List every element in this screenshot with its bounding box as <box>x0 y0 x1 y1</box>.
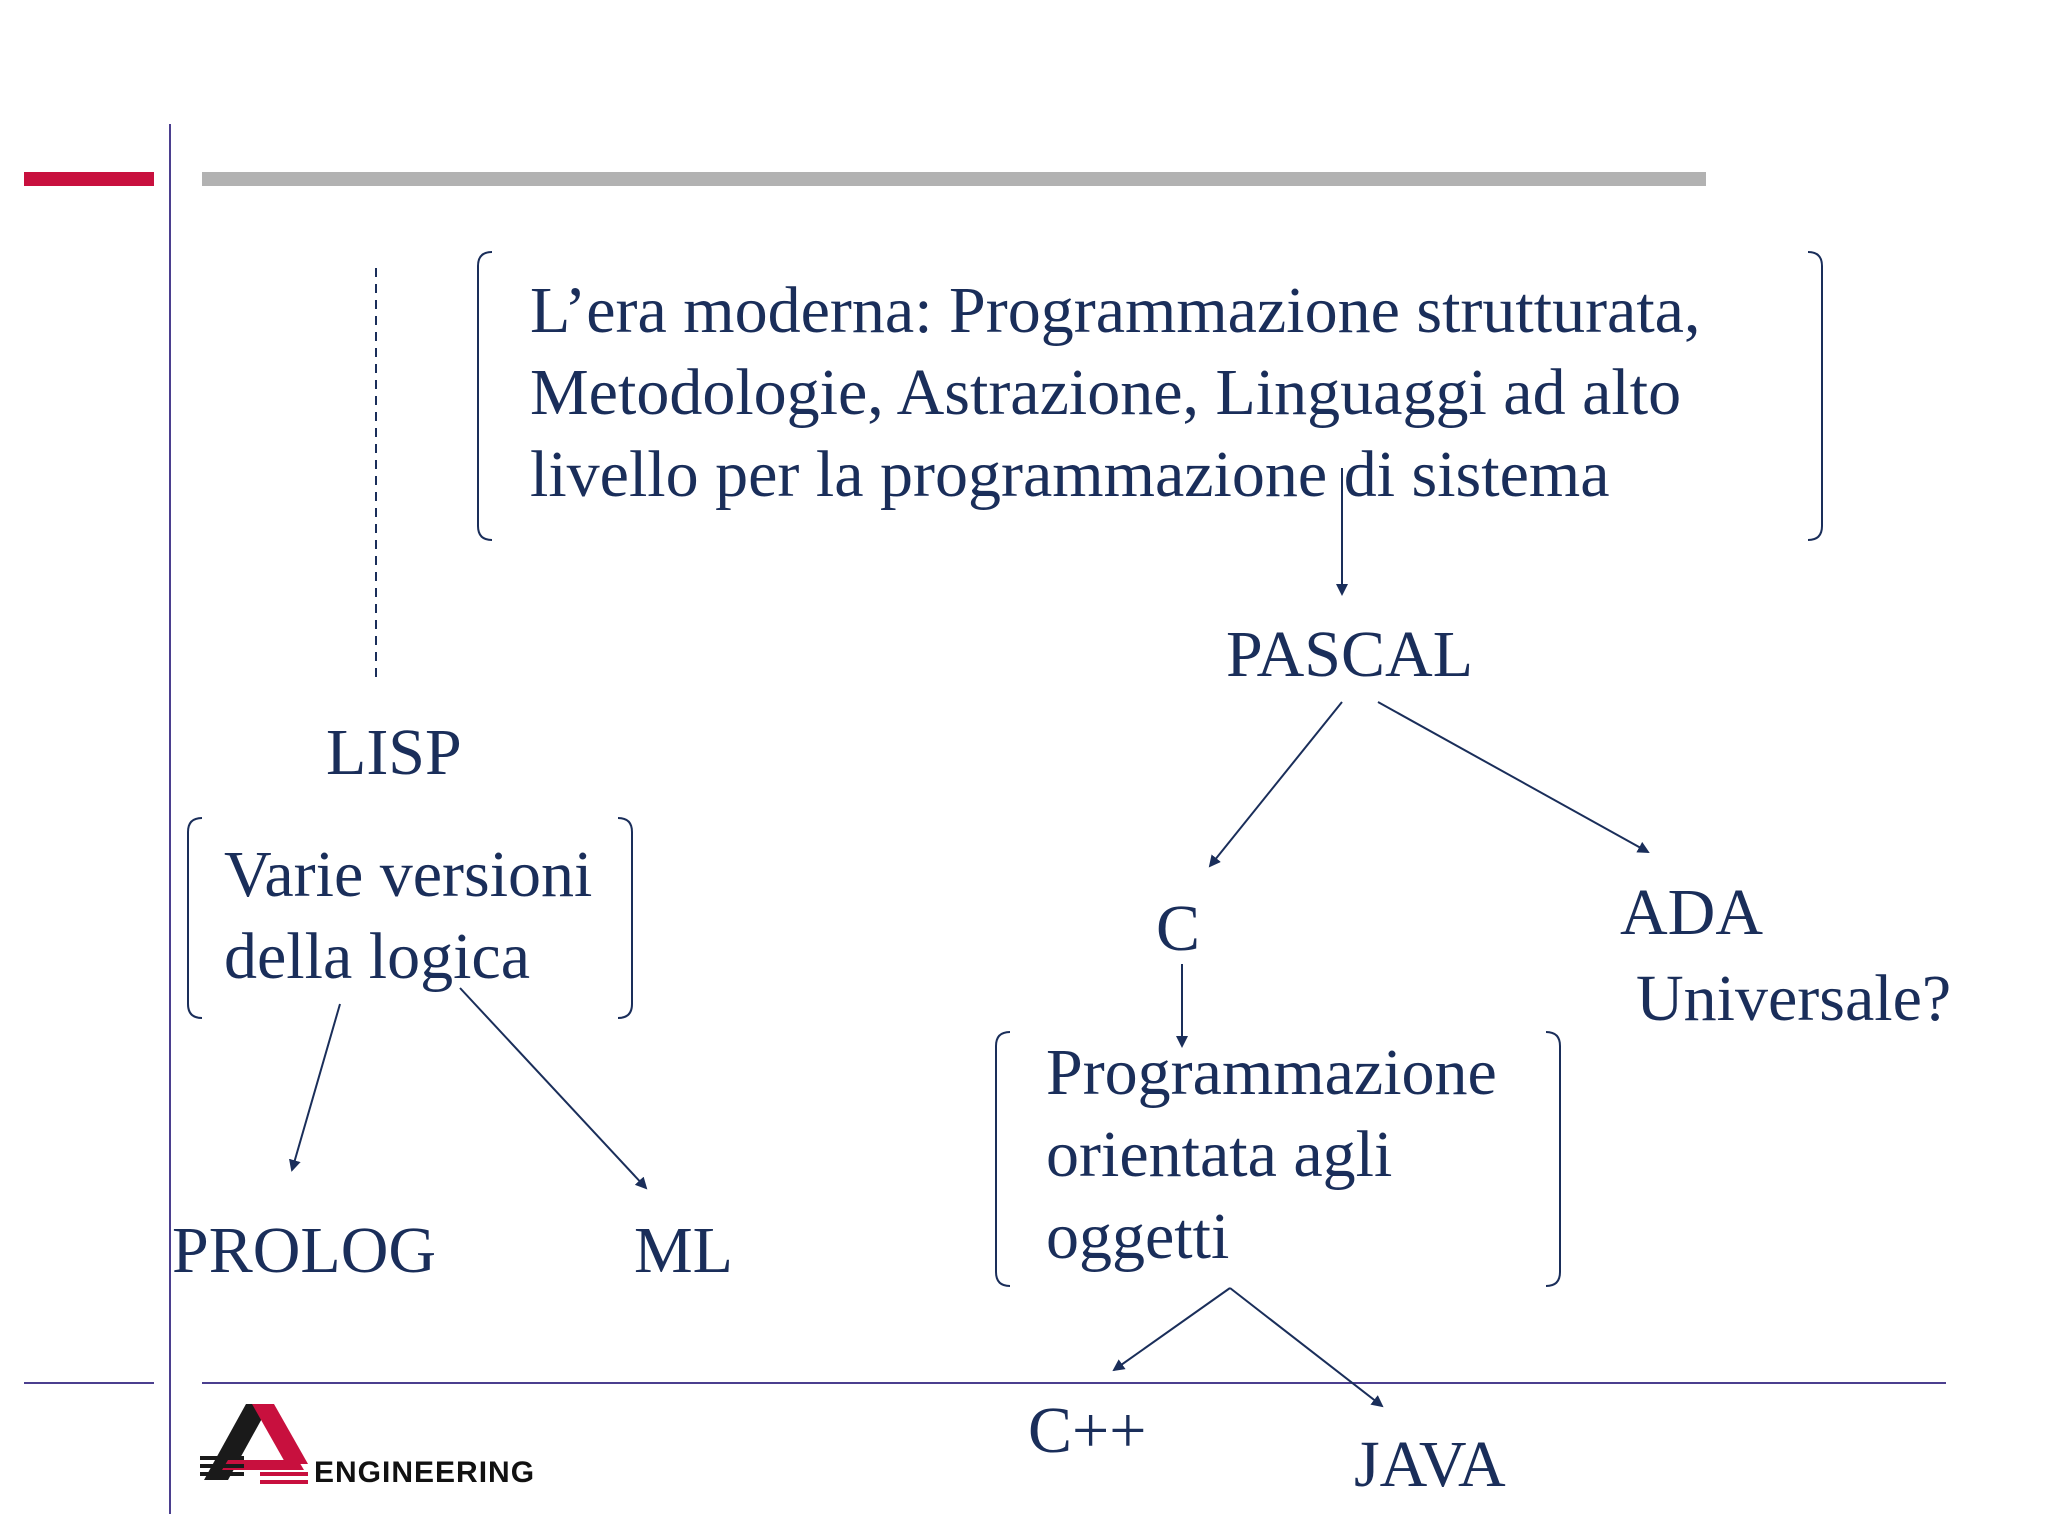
oop-bracket-right <box>1546 1032 1560 1286</box>
node-java: JAVA <box>1354 1428 1506 1501</box>
logic-bracket-right <box>618 818 632 1018</box>
engineering-logo-icon <box>200 1398 310 1488</box>
node-lisp: LISP <box>326 716 462 789</box>
title-line-3: livello per la programmazione di sistema <box>530 438 1610 511</box>
logic-bracket-left <box>188 818 202 1018</box>
title-bracket-left <box>478 252 492 540</box>
title-line-1: L’era moderna: Programmazione strutturata, <box>530 274 1701 347</box>
oop-bracket-left <box>996 1032 1010 1286</box>
node-universale: Universale? <box>1636 962 1952 1035</box>
arrow-oop-to-cpp <box>1114 1288 1230 1370</box>
node-ada: ADA <box>1620 876 1763 949</box>
arrow-logic-to-prolog <box>292 1004 340 1170</box>
title-bracket-right <box>1808 252 1822 540</box>
node-pascal: PASCAL <box>1226 618 1474 691</box>
node-prolog: PROLOG <box>172 1214 437 1287</box>
node-logic-line-2: della logica <box>224 920 531 993</box>
node-oop-line-2: orientata agli <box>1046 1118 1393 1191</box>
title-line-2: Metodologie, Astrazione, Linguaggi ad alto <box>530 356 1682 429</box>
node-logic-line-1: Varie versioni <box>224 838 593 911</box>
node-oop-line-3: oggetti <box>1046 1200 1230 1273</box>
arrow-pascal-to-c <box>1210 702 1342 866</box>
arrow-oop-to-java <box>1230 1288 1382 1406</box>
node-oop-line-1: Programmazione <box>1046 1036 1497 1109</box>
node-c: C <box>1156 892 1201 965</box>
node-cpp: C++ <box>1028 1394 1147 1467</box>
arrow-pascal-to-ada <box>1378 702 1648 852</box>
engineering-logo-text: ENGINEERING <box>314 1456 536 1489</box>
node-ml: ML <box>634 1214 733 1287</box>
